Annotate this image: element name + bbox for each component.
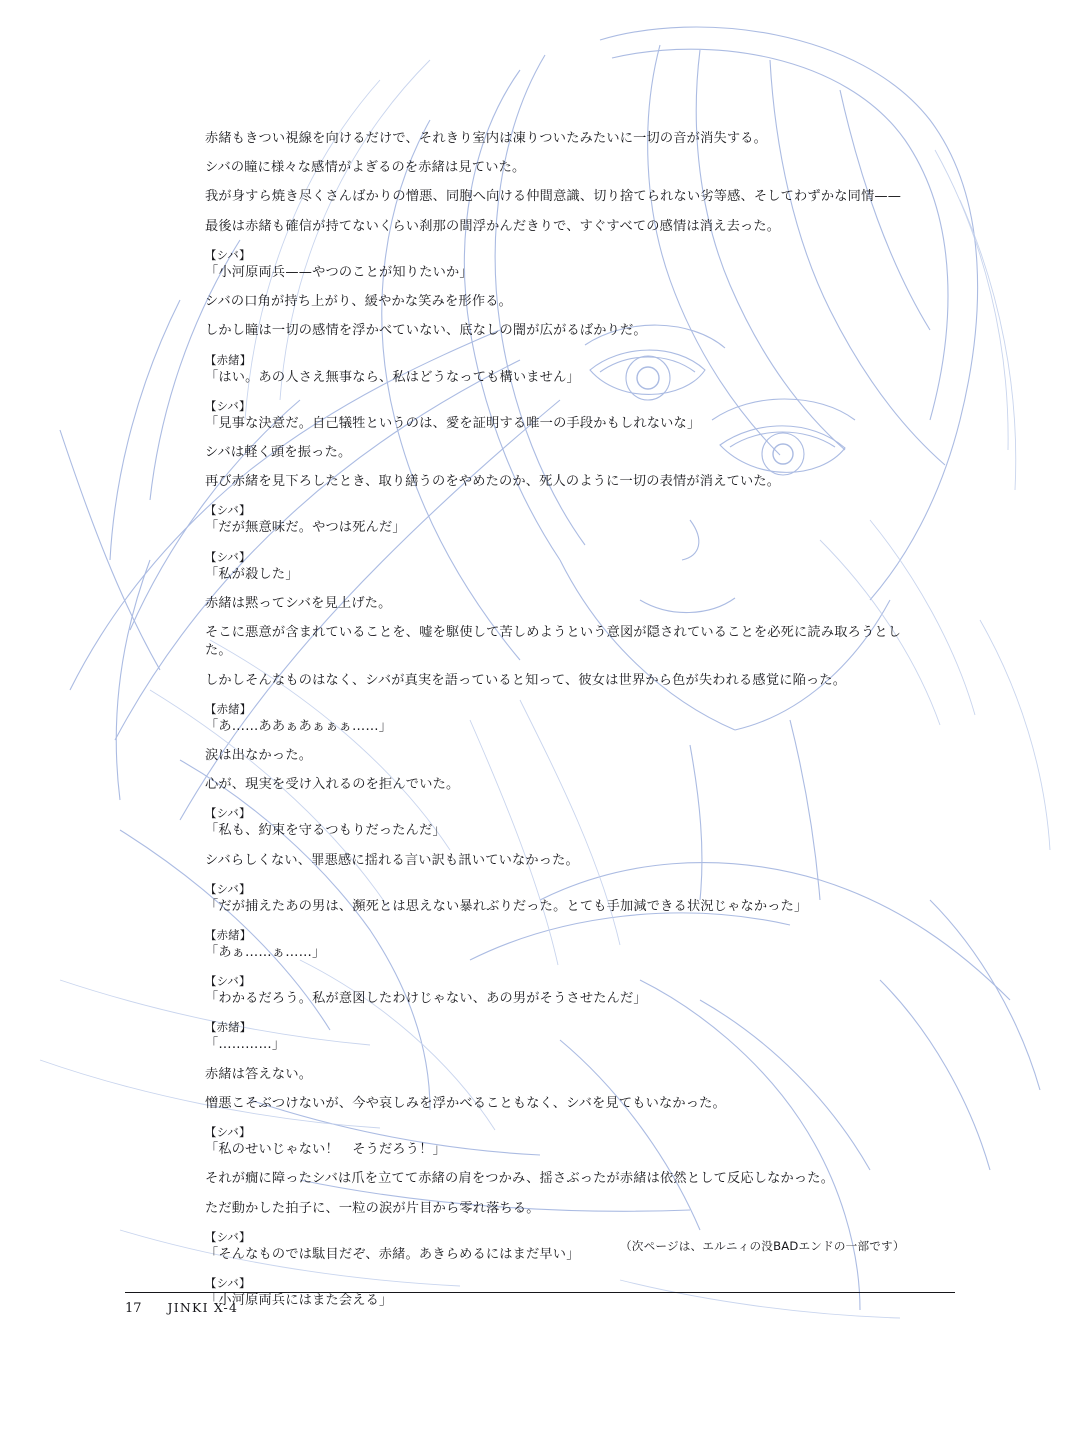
paragraph: 涙は出なかった。 (205, 747, 313, 763)
speaker-label: 【シバ】 (205, 881, 251, 896)
speaker-label: 【シバ】 (205, 806, 251, 821)
dialogue-line: 「小河原両兵——やつのことが知りたいか」 (205, 264, 473, 280)
dialogue-block (205, 549, 905, 584)
paragraph: シバの口角が持ち上がり、緩やかな笑みを形作る。 (205, 294, 512, 310)
paragraph: 心が、現実を受け入れるのを拒んでいた。 (205, 777, 460, 793)
page-number: 17 (125, 1301, 142, 1316)
speaker-label: 【シバ】 (205, 247, 251, 262)
dialogue-block (205, 805, 905, 840)
dialogue-block (205, 398, 905, 433)
page-footer (125, 1300, 955, 1316)
dialogue-line: 「はい。あの人さえ無事なら、私はどうなっても構いません」 (205, 369, 580, 385)
paragraph: 我が身すら焼き尽くさんばかりの憎悪、同胞へ向ける仲間意識、切り捨てられない劣等感、そしてわずかな同情—— (205, 189, 902, 205)
dialogue-line: 「あ……ああぁあぁぁぁ……」 (205, 718, 393, 734)
body-text-column (205, 130, 905, 1321)
footer-title: JINKI X-4 (167, 1300, 239, 1315)
dialogue-block (205, 502, 905, 537)
footer-divider (125, 1292, 955, 1293)
paragraph: 赤緒は黙ってシバを見上げた。 (205, 595, 392, 611)
speaker-label: 【シバ】 (205, 1229, 251, 1244)
speaker-label: 【シバ】 (205, 549, 251, 564)
paragraph: そこに悪意が含まれていることを、嘘を駆使して苦しめようという意図が隠されていることを必死に読み取ろうとした。 (205, 625, 902, 659)
dialogue-line: 「私も、約束を守るつもりだったんだ」 (205, 823, 446, 839)
speaker-label: 【シバ】 (205, 503, 251, 518)
dialogue-line: 「見事な決意だ。自己犠牲というのは、愛を証明する唯一の手段かもしれないな」 (205, 415, 701, 431)
speaker-label: 【赤緒】 (205, 1020, 252, 1035)
dialogue-line: 「小河原両兵にはまた会える」 (205, 1293, 393, 1308)
paragraph: しかし瞳は一切の感情を浮かべていない、底なしの闇が広がるばかりだ。 (205, 323, 647, 339)
dialogue-line: 「わかるだろう。私が意図したわけじゃない、あの男がそうさせたんだ」 (205, 991, 647, 1007)
paragraph: それが癇に障ったシバは爪を立てて赤緒の肩をつかみ、揺さぶったが赤緒は依然として反応しなかった。 (205, 1171, 835, 1187)
dialogue-block (205, 352, 905, 387)
dialogue-block (205, 247, 905, 282)
dialogue-line: 「あぁ……ぁ……」 (205, 945, 326, 961)
speaker-label: 【シバ】 (205, 974, 251, 989)
footnote: （次ページは、エルニィの没BADエンドの一部です） (620, 1239, 905, 1253)
dialogue-line: 「だが捕えたあの男は、瀕死とは思えない暴れぶりだった。とても手加減できる状況じゃなかった」 (205, 898, 808, 914)
speaker-label: 【赤緒】 (205, 701, 252, 716)
paragraph: 再び赤緒を見下ろしたとき、取り繕うのをやめたのか、死人のように一切の表情が消えていた。 (205, 474, 781, 490)
speaker-label: 【赤緒】 (205, 928, 252, 943)
dialogue-line: 「私のせいじゃない！ そうだろう！」 (205, 1142, 446, 1158)
speaker-label: 【シバ】 (205, 1125, 251, 1140)
dialogue-line: 「そんなものでは駄目だぞ、赤緒。あきらめるにはまだ早い」 (205, 1246, 580, 1262)
dialogue-block (205, 973, 905, 1008)
paragraph: 憎悪こそぶつけないが、今や哀しみを浮かべることもなく、シバを見てもいなかった。 (205, 1095, 726, 1111)
paragraph: 赤緒は答えない。 (205, 1066, 313, 1082)
paragraph: シバらしくない、罪悪感に揺れる言い訳も訊いていなかった。 (205, 852, 579, 868)
paragraph: ただ動かした拍子に、一粒の涙が片目から零れ落ちる。 (205, 1200, 540, 1216)
paragraph: 最後は赤緒も確信が持てないくらい刹那の間浮かんだきりで、すぐすべての感情は消え去った。 (205, 218, 781, 234)
dialogue-line: 「だが無意味だ。やつは死んだ」 (205, 520, 406, 536)
dialogue-block (205, 927, 905, 962)
speaker-label: 【シバ】 (205, 1276, 251, 1290)
dialogue-line: 「…………」 (205, 1037, 286, 1053)
speaker-label: 【赤緒】 (205, 352, 252, 367)
paragraph: シバの瞳に様々な感情がよぎるのを赤緒は見ていた。 (205, 160, 526, 176)
dialogue-line: 「私が殺した」 (205, 566, 299, 582)
paragraph: 赤緒もきつい視線を向けるだけで、それきり室内は凍りついたみたいに一切の音が消失する。 (205, 131, 768, 146)
paragraph: シバは軽く頭を振った。 (205, 444, 352, 460)
dialogue-block (205, 701, 905, 736)
dialogue-block (205, 881, 905, 916)
dialogue-block (205, 1124, 905, 1159)
dialogue-block (205, 1019, 905, 1054)
speaker-label: 【シバ】 (205, 398, 251, 413)
paragraph: しかしそんなものはなく、シバが真実を語っていると知って、彼女は世界から色が失われる感覚に陥った。 (205, 672, 847, 688)
